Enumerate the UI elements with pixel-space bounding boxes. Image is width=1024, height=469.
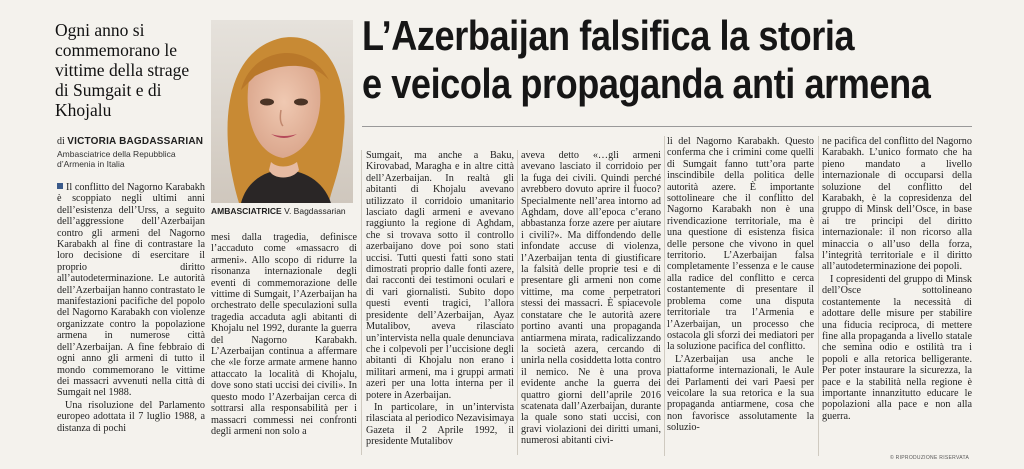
paragraph: In particolare, in un’intervista rilasciata al periodico Nezavisimaya Gazeta il 2 Aprile 1992, il presidente Mutalibov <box>366 401 514 448</box>
byline-author: VICTORIA BAGDASSARIAN <box>67 136 204 147</box>
paragraph: Una risoluzione del Parlamento europeo adottata il 7 luglio 1988, a distanza di pochi <box>57 399 205 434</box>
kicker: Ogni anno si commemorano le vittime della strage di Sumgait e di Khojalu <box>55 20 190 120</box>
paragraph: L’Azerbaijan usa anche le piattaforme internazionali, le Aule dei Parlamenti dei vari Paesi per veicolare la sua retorica e la sua propaganda antiarmene, cosa che non favorisce assolutamente la soluzio- <box>667 353 814 434</box>
column-divider <box>517 150 518 455</box>
caption-label: AMBASCIATRICE <box>211 206 282 216</box>
caption-name: V. Bagdassarian <box>284 206 346 216</box>
headline-line-1: L’Azerbaijan falsifica la storia <box>362 12 855 59</box>
portrait-image <box>211 20 353 203</box>
paragraph <box>57 182 205 399</box>
article-column-2 <box>211 232 357 438</box>
column-divider <box>818 136 819 456</box>
author-photo <box>211 20 353 203</box>
paragraph: li del Nagorno Karabakh. Questo conferma che i crimini come quelli di Sumgait fanno tutt’ora parte inscindibile della politica delle autorità azere. È importante sottolineare che il conflitto del Nagorno Karabakh non è una rivendicazione territoriale, ma è una questione di esistenza fisica delle persone che vivono in quel territorio. L’Azerbaijan falsa completamente l’essenza e le cause alla radice del conflitto e cerca costantemente di presentare il problema come una disputa territoriale tra l’Armenia e l’Azerbaijan, un processo che ostacola gli sforzi dei mediatori per la soluzione pacifica del conflitto. <box>667 136 814 353</box>
paragraph: Sumgait, ma anche a Baku, Kirovabad, Maragha e in altre città dell’Azerbaijan. In realtà gli abitanti di Khojalu avevano utilizzato il corridoio umanitario lasciato dagli armeni e avevano raggiunto la regione di Aghdam, che si trovava sotto il controllo azerbaijano dove poi sono stati uccisi. Tutti questi fatti sono stati dimostrati proprio dalle fonti azere, dai racconti dei testimoni oculari e di vari giornalisti. Subito dopo questi eventi tragici, l’allora presidente dell’Azerbaijan, Ayaz Mutalibov, aveva rilasciato un’intervista nella quale denunciava che i colpevoli per l’uccisione degli abitanti di Khojalu non erano i militari armeni, ma i gruppi armati azeri per una lotta interna per il potere in Azerbaijan. <box>366 150 514 401</box>
headline-rule <box>362 126 972 127</box>
article-column-4 <box>521 150 661 448</box>
article-column-1 <box>57 182 205 435</box>
paragraph: I copresidenti del gruppo di Minsk dell’Osce sottolineano costantemente la necessità di adottare delle misure per stabilire una fiducia reciproca, di mettere fine alla propaganda a livello statale che semina odio e ostilità tra i popoli e alla retorica belligerante. Per poter instaurare la sicurezza, la pace e la stabilità nella regione è importante innanzitutto educare le popolazioni alla pace e non alla guerra. <box>822 273 972 422</box>
paragraph-text: Il conflitto del Nagorno Karabakh è scoppiato negli ultimi anni dell’esistenza dell’Urss, a seguito dell’aggressione dell’Azerbaijan contro gli armeni del Nagorno Karabakh al fine di contrastare la loro decisione di esercitare il proprio diritto all’autodeterminazione. Le autorità dell’Azerbaijan hanno contrastato le manifestazioni pacifiche del popolo del Nagorno Karabakh con violenze organizzate contro la popolazione armena in numerose città dell’Azerbaijan. A fine febbraio di ogni anno gli armeni di tutto il mondo commemorano le vittime dei massacri avvenuti nella città di Sumgait nel 1988. <box>57 182 205 399</box>
paragraph: mesi dalla tragedia, definisce l’accaduto come «massacro di armeni». Allo scopo di ridurre la risonanza internazionale degli eventi di commemorazione delle vittime di Sumgait, l’Azerbaijan ha orchestrato delle speculazioni sulla tragedia accaduta agli abitanti di Khojalu nel 1992, durante la guerra del Nagorno Karabakh. L’Azerbaijan continua a affermare che «le forze armate armene hanno attaccato la località di Khojalu, dove sono stati uccisi dei civili». In questo modo l’Azerbaijan cerca di sottrarsi alla responsabilità per i massacri commessi nei confronti degli armeni non solo a <box>211 232 357 437</box>
byline <box>57 136 207 169</box>
article-column-5 <box>667 136 814 435</box>
square-bullet-icon <box>57 183 63 189</box>
headline-line-2: e veicola propaganda anti armena <box>362 60 931 107</box>
photo-caption <box>211 206 357 216</box>
byline-prefix: di <box>57 136 65 147</box>
paragraph: ne pacifica del conflitto del Nagorno Karabakh. L’unico formato che ha pieno mandato a livello internazionale di occuparsi della soluzione del conflitto del Karabakh, è la copresidenza del gruppo di Minsk dell’Osce, in base ai tre principi del diritto internazionale: il non ricorso alla minaccia o all’uso della forza, l’integrità territoriale e il diritto all’autodeterminazione dei popoli. <box>822 136 972 273</box>
column-divider <box>664 136 665 456</box>
headline <box>362 12 931 108</box>
footer-credit: © RIPRODUZIONE RISERVATA <box>890 455 970 461</box>
byline-role: Ambasciatrice della Repubblica d’Armenia in Italia <box>57 149 176 169</box>
article-column-3 <box>366 150 514 449</box>
column-divider <box>361 150 362 455</box>
article-column-6 <box>822 136 972 423</box>
paragraph: aveva detto «…gli armeni avevano lasciato il corridoio per la fuga dei civili. Quindi perché avrebbero dovuto aprire il fuoco? Specialmente nell’area intorno ad Aghdam, dove all’epoca c’erano abbastanza forze azere per aiutare i civili?». Ma diffondendo delle infondate accuse di violenza, l’Azerbaijan tenta di giustificare la falsità delle proprie tesi e di presentare gli armeni non come vittime, ma come perpetratori stessi dei massacri. È spiacevole constatare che le autorità azere portino avanti una propaganda antiarmena mirata, radicalizzando la società azera, cercando di unirla nella cosiddetta lotta contro il nemico. Ne è una prova evidente anche la guerra dei quattro giorni dell’aprile 2016 scatenata dall’Azerbaijan, durante la quale sono stati uccisi, con gravi violazioni dei diritti umani, numerosi abitanti civi- <box>521 150 661 447</box>
